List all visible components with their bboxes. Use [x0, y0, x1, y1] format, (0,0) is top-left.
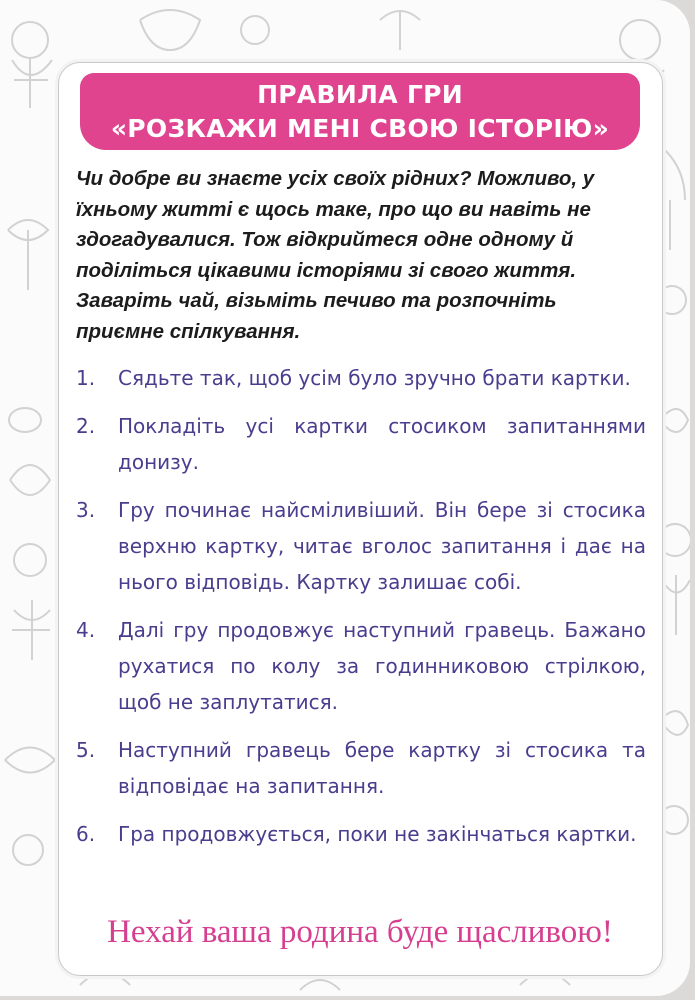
rule-text: Покладіть усі картки стосиком запитаннями донизу.: [118, 414, 646, 474]
rule-item: [76, 612, 646, 720]
closing-wish: Нехай ваша родина буде щасливою!: [107, 914, 613, 950]
title-line-1: ПРАВИЛА ГРИ: [257, 80, 463, 109]
intro-paragraph: Чи добре ви знаєте усіх своїх рідних? Можливо, у їхньому житті є щось таке, про що ви навіть не здогадувалися. Тож відкрийтеся одне одному й поділіться цікавими історіями зі свого життя. Заварiть чай, вiзьмiть печиво та розпочнiть приємне спілкування.: [76, 167, 595, 343]
rules-list: [76, 360, 646, 864]
rule-item: [76, 492, 646, 600]
rule-text: Наступний гравець бере картку зі стосика та відповідає на запитання.: [118, 738, 646, 798]
title-line-2: «РОЗКАЖИ МЕНІ СВОЮ ІСТОРІЮ»: [110, 114, 610, 143]
rule-item: [76, 408, 646, 480]
title-banner: [80, 73, 640, 150]
rule-text: Далі гру продовжує наступний гравець. Бажано рухатися по колу за годинниковою стрілкою, щоб не заплутатися.: [118, 618, 646, 714]
rule-number: 2.: [76, 414, 96, 438]
rule-item: [76, 816, 646, 852]
rule-number: 6.: [76, 822, 96, 846]
rule-text: Гру починає найсміливіший. Він бере зі стосика верхню картку, читає вголос запитання і дає на нього відповідь. Картку залишає собі.: [118, 498, 646, 594]
rule-text: Гра продовжується, поки не закінчаться картки.: [118, 822, 637, 846]
rule-number: 3.: [76, 498, 96, 522]
rule-text: Сядьте так, щоб усім було зручно брати картки.: [118, 366, 631, 390]
rule-number: 5.: [76, 738, 96, 762]
rule-item: [76, 732, 646, 804]
rule-number: 4.: [76, 618, 96, 642]
rule-number: 1.: [76, 366, 96, 390]
rule-item: [76, 360, 646, 396]
